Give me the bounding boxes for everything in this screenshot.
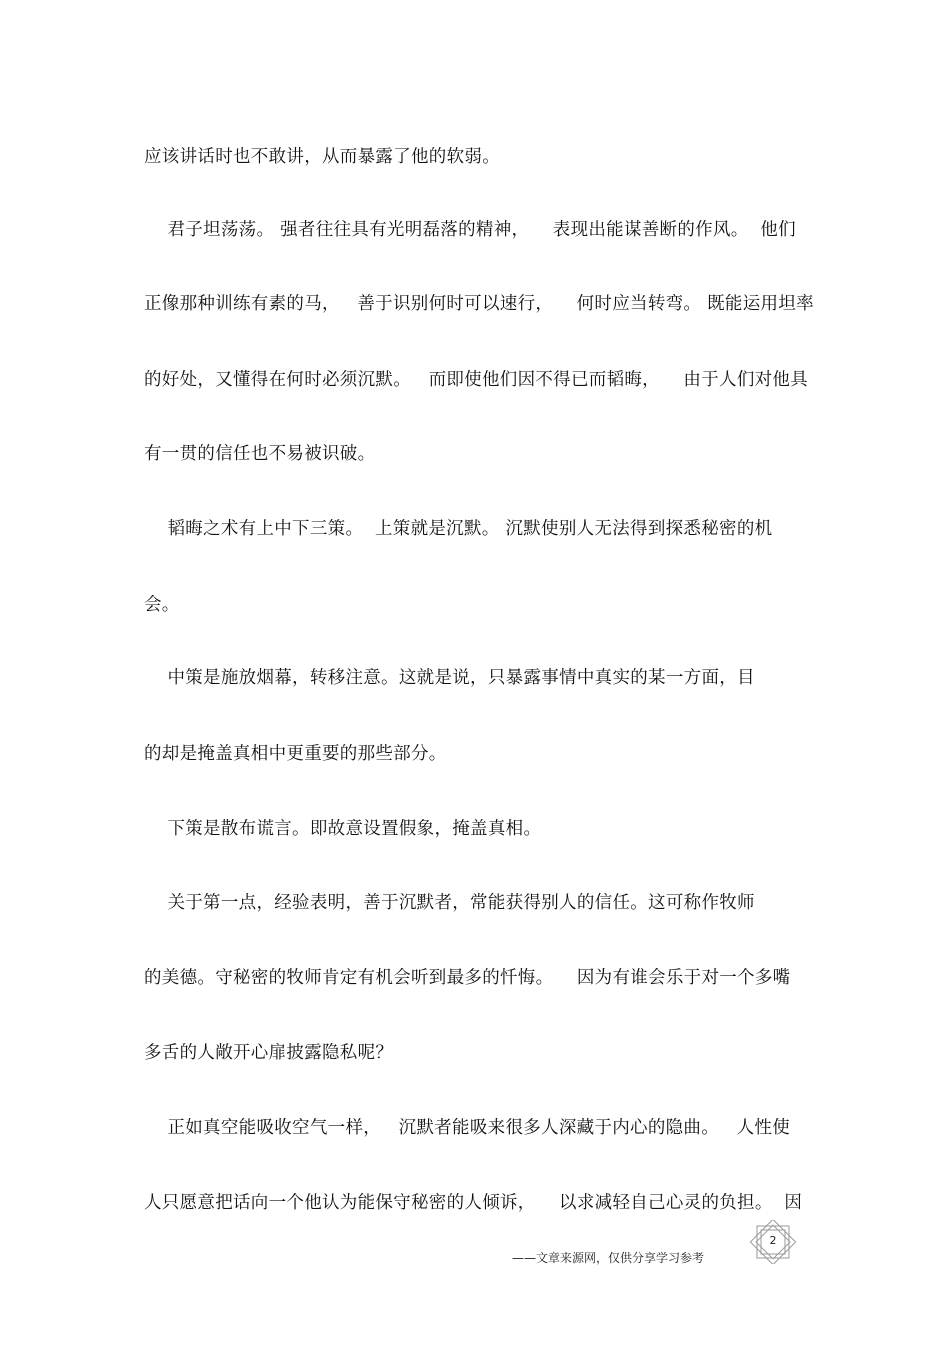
- text-line: 的却是掩盖真相中更重要的那些部分。: [144, 744, 447, 764]
- text-line: 的好处，又懂得在何时必须沉默。 而即使他们因不得已而韬晦， 由于人们对他具: [144, 370, 809, 390]
- text-line: 君子坦荡荡。 强者往往具有光明磊落的精神， 表现出能谋善断的作风。 他们: [144, 220, 796, 240]
- text-line: 中策是施放烟幕，转移注意。这就是说，只暴露事情中真实的某一方面，目: [144, 668, 755, 688]
- footer-source-note: ——文章来源网，仅供分享学习参考: [512, 1251, 705, 1265]
- text-line: 关于第一点，经验表明，善于沉默者，常能获得别人的信任。这可称作牧师: [144, 893, 755, 913]
- text-line: 正如真空能吸收空气一样， 沉默者能吸来很多人深藏于内心的隐曲。 人性使: [144, 1118, 791, 1138]
- text-line: 有一贯的信任也不易被识破。: [144, 444, 376, 464]
- text-line: 的美德。守秘密的牧师肯定有机会听到最多的忏悔。 因为有谁会乐于对一个多嘴: [144, 968, 791, 988]
- text-line: 会。: [144, 595, 180, 615]
- text-line: 人只愿意把话向一个他认为能保守秘密的人倾诉， 以求减轻自己心灵的负担。 因: [144, 1193, 803, 1213]
- page-number-badge: [748, 1220, 798, 1264]
- text-line: 韬晦之术有上中下三策。 上策就是沉默。 沉默使别人无法得到探悉秘密的机: [144, 519, 773, 539]
- text-line: 多舌的人敞开心扉披露隐私呢？: [144, 1043, 394, 1063]
- text-line: 正像那种训练有素的马， 善于识别何时可以速行， 何时应当转弯。 既能运用坦率: [144, 294, 814, 314]
- text-line: 应该讲话时也不敢讲，从而暴露了他的软弱。: [144, 147, 500, 167]
- page-number: 2: [769, 1234, 777, 1247]
- text-line: 下策是散布谎言。即故意设置假象，掩盖真相。: [144, 819, 542, 839]
